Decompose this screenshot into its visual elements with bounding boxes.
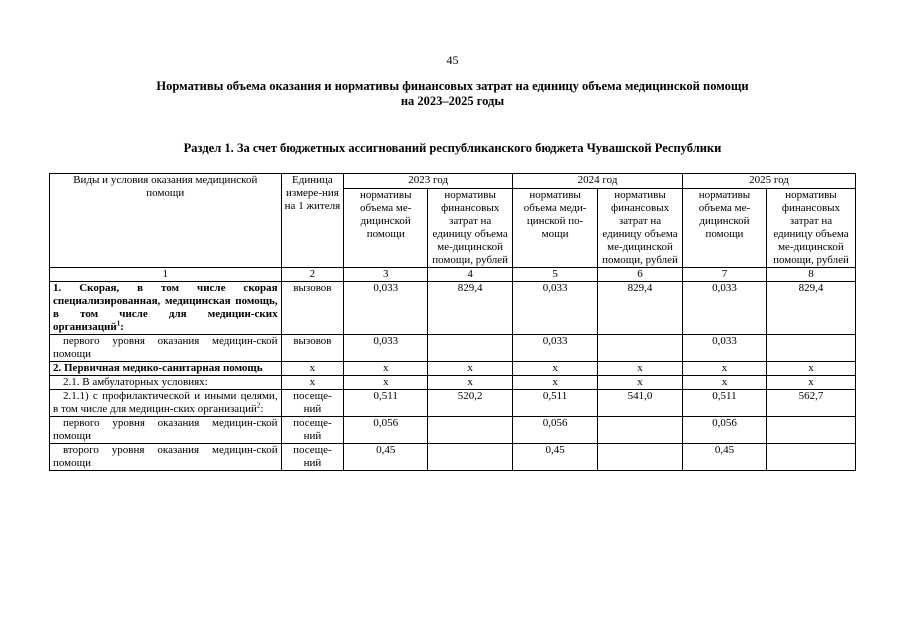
row-label: второго уровня оказания медицин-ской помощи	[50, 444, 282, 471]
cell-volume-2024: 0,511	[513, 390, 598, 417]
cell-volume-2025: 0,033	[683, 282, 767, 335]
cell-volume-2024: х	[513, 362, 598, 376]
cell-cost-2023	[428, 335, 513, 362]
cell-volume-2023: х	[344, 362, 428, 376]
cell-cost-2025: 562,7	[766, 390, 855, 417]
cell-cost-2023: х	[428, 376, 513, 390]
row-label: первого уровня оказания медицин-ской помощи	[50, 417, 282, 444]
section-title: Раздел 1. За счет бюджетных ассигнований республиканского бюджета Чувашской Республики	[183, 141, 722, 155]
cell-volume-2024: 0,056	[513, 417, 598, 444]
table-row	[50, 390, 856, 417]
row-label: первого уровня оказания медицин-ской помощи	[50, 335, 282, 362]
cell-cost-2023: х	[428, 362, 513, 376]
column-number: 7	[683, 268, 767, 282]
table-row	[50, 362, 856, 376]
cell-volume-2025: 0,511	[683, 390, 767, 417]
cell-cost-2024	[598, 417, 683, 444]
column-number: 8	[766, 268, 855, 282]
column-number: 1	[50, 268, 282, 282]
table-row	[50, 444, 856, 471]
page-number: 45	[446, 53, 459, 67]
cell-volume-2024: 0,033	[513, 335, 598, 362]
header-kinds: Виды и условия оказания медицинской помощи	[50, 174, 282, 268]
cell-volume-2025: 0,056	[683, 417, 767, 444]
table-row	[50, 376, 856, 390]
cell-volume-2024: 0,033	[513, 282, 598, 335]
header-year-2023: 2023 год	[344, 174, 513, 189]
subheader-volume-2023: нормативы объема ме-дицинской помощи	[344, 189, 428, 268]
cell-volume-2025: 0,45	[683, 444, 767, 471]
row-unit: вызовов	[281, 282, 344, 335]
row-label: 2.1. В амбулаторных условиях:	[50, 376, 282, 390]
footnote-marker: 2	[256, 401, 261, 410]
cell-volume-2023: 0,511	[344, 390, 428, 417]
cell-cost-2024: х	[598, 362, 683, 376]
table-header-row	[50, 174, 856, 189]
row-label-text: 2.1.1) с профилактической и иными целями, в том числе для медицин-ских организаций	[53, 390, 278, 415]
cell-cost-2024	[598, 335, 683, 362]
row-label-text: 1. Скорая, в том числе скорая специализированная, медицинская помощь, в том числе для медицин-ских организаций	[53, 282, 278, 333]
cell-cost-2023	[428, 417, 513, 444]
subheader-volume-2024: нормативы объема меди-цинской по-мощи	[513, 189, 598, 268]
row-label: 2. Первичная медико-санитарная помощь	[50, 362, 282, 376]
table-row	[50, 417, 856, 444]
cell-cost-2025: 829,4	[766, 282, 855, 335]
cell-cost-2025: х	[766, 376, 855, 390]
cell-cost-2025	[766, 444, 855, 471]
column-number: 3	[344, 268, 428, 282]
cell-cost-2025: х	[766, 362, 855, 376]
header-year-2024: 2024 год	[513, 174, 683, 189]
table-row	[50, 282, 856, 335]
norms-table	[49, 173, 856, 471]
column-number: 5	[513, 268, 598, 282]
cell-volume-2023: 0,45	[344, 444, 428, 471]
cell-cost-2023: 520,2	[428, 390, 513, 417]
cell-cost-2024: х	[598, 376, 683, 390]
row-label-suffix: :	[260, 403, 264, 415]
table-row	[50, 335, 856, 362]
column-numbers-row	[50, 268, 856, 282]
cell-cost-2023: 829,4	[428, 282, 513, 335]
header-year-2025: 2025 год	[683, 174, 856, 189]
row-unit: посеще-ний	[281, 444, 344, 471]
cell-cost-2025	[766, 417, 855, 444]
column-number: 2	[281, 268, 344, 282]
row-label	[50, 390, 282, 417]
cell-cost-2024: 541,0	[598, 390, 683, 417]
cell-volume-2023: 0,056	[344, 417, 428, 444]
row-label-suffix: :	[120, 321, 124, 333]
row-unit: вызовов	[281, 335, 344, 362]
header-unit: Единица измере-ния на 1 жителя	[281, 174, 344, 268]
row-unit: х	[281, 376, 344, 390]
cell-volume-2025: х	[683, 362, 767, 376]
cell-cost-2024	[598, 444, 683, 471]
cell-volume-2025: х	[683, 376, 767, 390]
cell-volume-2023: 0,033	[344, 282, 428, 335]
cell-cost-2023	[428, 444, 513, 471]
cell-volume-2024: х	[513, 376, 598, 390]
cell-volume-2025: 0,033	[683, 335, 767, 362]
cell-volume-2024: 0,45	[513, 444, 598, 471]
row-unit: посеще-ний	[281, 417, 344, 444]
column-number: 4	[428, 268, 513, 282]
cell-cost-2025	[766, 335, 855, 362]
row-label	[50, 282, 282, 335]
row-unit: посеще-ний	[281, 390, 344, 417]
column-number: 6	[598, 268, 683, 282]
subheader-cost-2024: нормативы финансовых затрат на единицу объема ме-дицинской помощи, рублей	[598, 189, 683, 268]
subheader-volume-2025: нормативы объема ме-дицинской помощи	[683, 189, 767, 268]
title-line-2: на 2023–2025 годы	[400, 94, 505, 108]
cell-volume-2023: х	[344, 376, 428, 390]
subheader-cost-2025: нормативы финансовых затрат на единицу объема ме-дицинской помощи, рублей	[766, 189, 855, 268]
subheader-cost-2023: нормативы финансовых затрат на единицу объема ме-дицинской помощи, рублей	[428, 189, 513, 268]
row-unit: х	[281, 362, 344, 376]
document-title	[60, 79, 845, 109]
title-line-1: Нормативы объема оказания и нормативы финансовых затрат на единицу объема медицинской помощи	[156, 79, 749, 93]
cell-cost-2024: 829,4	[598, 282, 683, 335]
footnote-marker: 1	[116, 319, 121, 328]
cell-volume-2023: 0,033	[344, 335, 428, 362]
